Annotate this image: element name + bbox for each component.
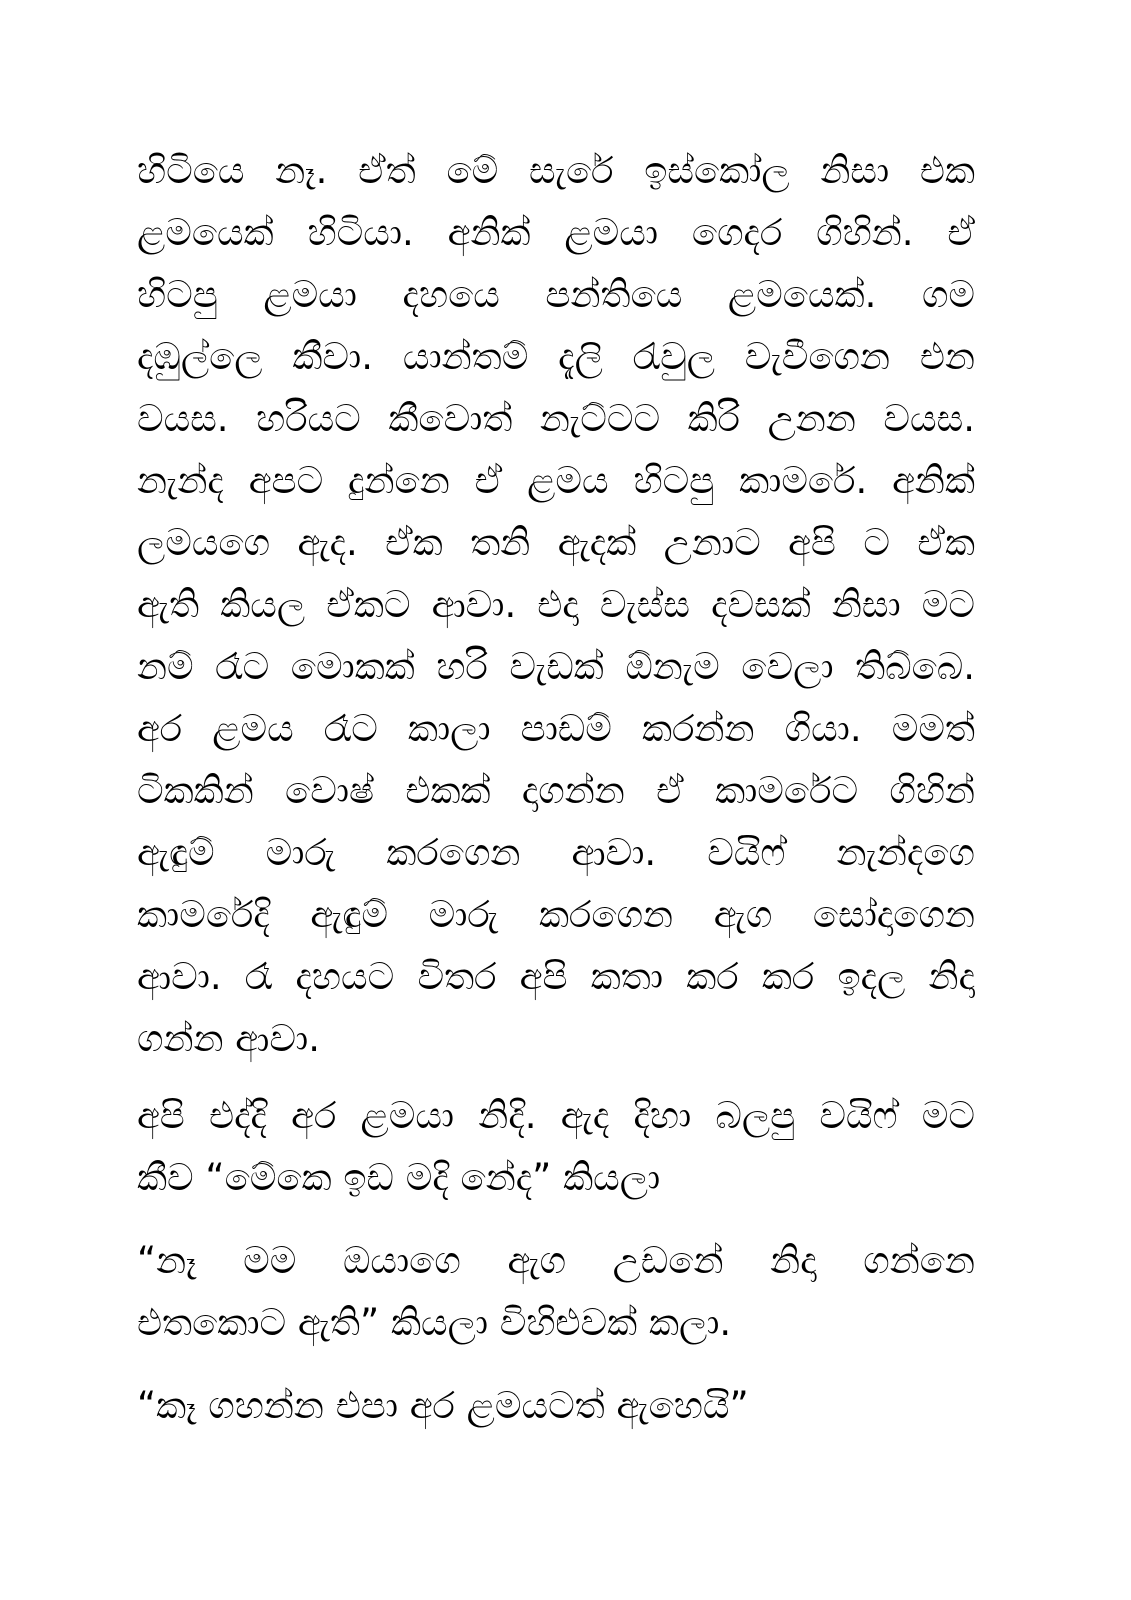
paragraph-2 [137,1085,975,1209]
text-line: ඇඳුම් මාරු කරගෙන ආවා. වයිෆ් නැන්දගෙ [137,831,975,874]
paragraph-4 [137,1375,975,1437]
text-line: අපි එද්දි අර ළමයා නිදි. ඇද දිහා බලපු වයිෆ් මට [137,1094,975,1137]
text-line: “කෑ ගහන්න එපා අර ළමයටත් ඇහෙයි” [137,1384,749,1427]
text-line: “නෑ මම ඔයාගෙ ඇග උඩනේ නිදා ගන්නෙ [137,1239,975,1282]
text-line: නම් රෑට මොකක් හරි වැඩක් ඕනැම වෙලා තිබ්බෙ. [137,645,975,688]
text-line: ලමයගෙ ඇද. ඒක තනි ඇදක් උනාට අපි ට ඒක [137,521,975,564]
paragraph-3 [137,1230,975,1354]
text-line: දඹුල්ලෙ කීවා. යාන්තම් දැලි රැවුල වැවීගෙන එන [137,335,975,378]
text-line: එතකොට ඇති” කියලා විහිළුවක් කලා. [137,1301,732,1344]
text-line: කාමරේදි ඇඳුම් මාරු කරගෙන ඇග සෝදාගෙන [137,893,975,936]
text-line: ටිකකින් වොෂ් එකක් දාගන්න ඒ කාමරේට ගිහින් [137,769,975,812]
text-line: හිටපු ළමයා දහයෙ පන්තියෙ ළමයෙක්. ගම [137,273,975,316]
text-line: වයස. හරියට කීවොත් නැට්ටට කිරි උනන වයස. [137,397,975,440]
text-line: හිටියෙ නෑ. ඒත් මේ සැරේ ඉස්කෝල නිසා එක [137,149,975,192]
text-line: ගන්න ආවා. [137,1017,320,1060]
text-line: ආවා. රෑ දහයට විතර අපි කතා කර කර ඉදල නිදා [137,955,975,998]
text-line: කීව “මේකෙ ඉඩ මදි නේද” කියලා [137,1156,661,1199]
text-line: නැන්ද අපට දුන්නෙ ඒ ළමය හිටපු කාමරේ. අනික් [137,459,975,502]
text-line: ළමයෙක් හිටියා. අනික් ළමයා ගෙදර ගිහින්. ඒ [137,211,975,254]
text-line: ඇති කියල ඒකට ආවා. එදා වැස්ස දවසක් නිසා මට [137,583,975,626]
text-line: අර ළමය රෑට කාලා පාඩම් කරන්න ගියා. මමත් [137,707,975,750]
paragraph-1 [137,140,975,1070]
